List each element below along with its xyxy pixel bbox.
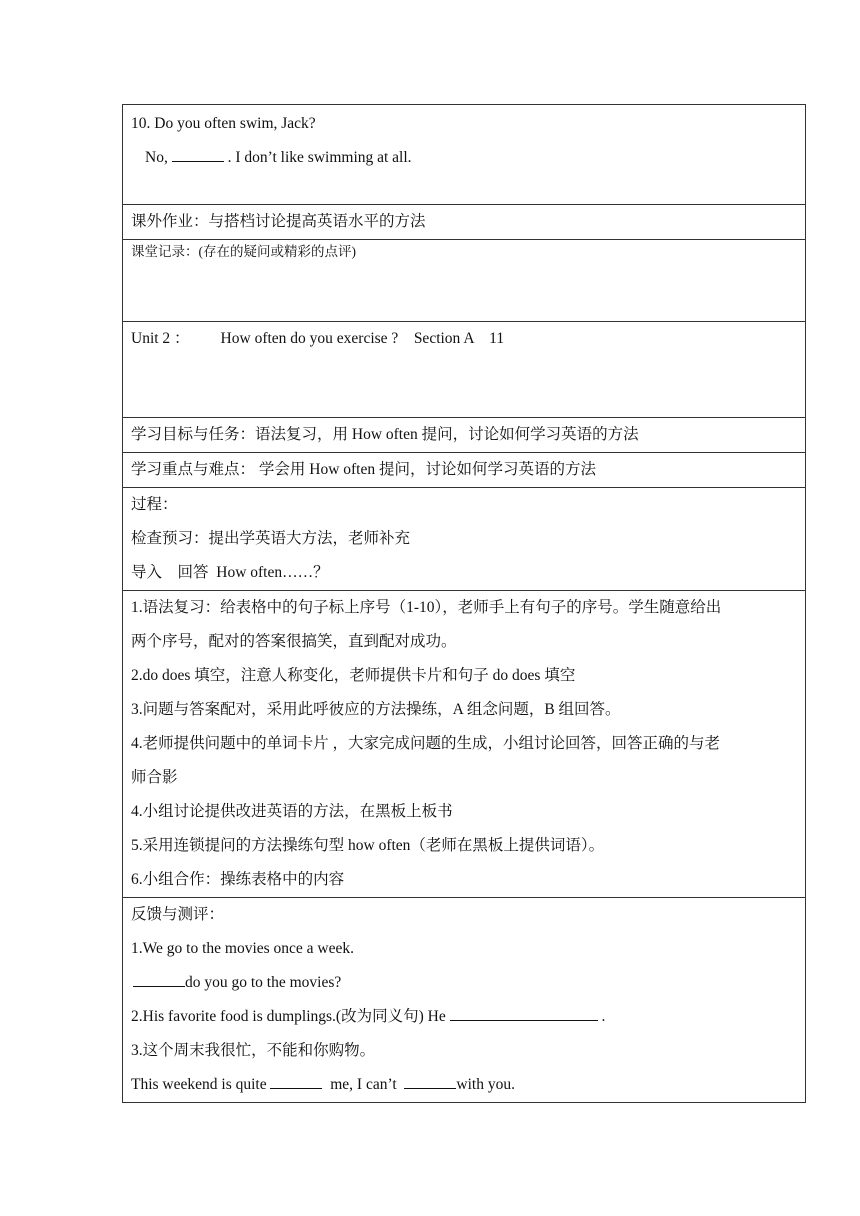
step-line: 4.老师提供问题中的单词卡片 ，大家完成问题的生成，小组讨论回答，回答正确的与老 (131, 735, 721, 752)
row-key-points (123, 453, 806, 488)
row-feedback (123, 898, 806, 1103)
row-question-10 (123, 105, 806, 205)
unit-title-text: Unit 2 ： How often do you exercise ? Section A 11 (131, 330, 505, 347)
answer-prefix: No, (145, 149, 172, 166)
process-label: 过程： (131, 496, 178, 513)
class-notes-text: 课堂记录：(存在的疑问或精彩的点评) (131, 244, 356, 259)
homework-text: 课外作业：与搭档讨论提高英语水平的方法 (131, 213, 426, 230)
row-steps (123, 591, 806, 898)
step-line: 2.do does 填空，注意人称变化，老师提供卡片和句子 do does 填空 (131, 667, 576, 684)
lesson-plan-page (122, 104, 806, 1103)
row-homework (123, 205, 806, 240)
feedback-item-3: 3.这个周末我很忙，不能和你购物。 (131, 1042, 376, 1059)
feedback-label: 反馈与测评： (131, 906, 225, 923)
blank (270, 1087, 322, 1089)
answer-blank (172, 160, 224, 162)
key-points-text: 学习重点与难点： 学会用 How often 提问，讨论如何学习英语的方法 (131, 461, 596, 478)
goals-text: 学习目标与任务：语法复习，用 How often 提问，讨论如何学习英语的方法 (131, 426, 639, 443)
step-line: 4.小组讨论提供改进英语的方法，在黑板上板书 (131, 803, 453, 820)
step-line: 1.语法复习：给表格中的句子标上序号（1-10），老师手上有句子的序号。学生随意给出 (131, 599, 722, 616)
step-line: 5.采用连锁提问的方法操练句型 how often（老师在黑板上提供词语）。 (131, 837, 605, 854)
process-preview: 检查预习：提出学英语大方法，老师补充 (131, 530, 411, 547)
feedback-item-3-english: This weekend is quite me, I can’t with you. (131, 1076, 515, 1093)
row-process (123, 488, 806, 591)
step-line: 6.小组合作：操练表格中的内容 (131, 871, 345, 888)
row-class-notes (123, 240, 806, 322)
feedback-item-1: 1.We go to the movies once a week. (131, 940, 355, 957)
step-line: 3.问题与答案配对，采用此呼彼应的方法操练，A 组念问题，B 组回答。 (131, 701, 621, 718)
blank (404, 1087, 456, 1089)
feedback-item-2: 2.His favorite food is dumplings.(改为同义句) He . (131, 1008, 606, 1025)
lesson-plan-table (122, 104, 806, 1103)
blank (133, 985, 185, 987)
step-line: 师合影 (131, 769, 178, 786)
question-10-text: 10. Do you often swim, Jack? (131, 115, 316, 132)
row-unit-title (123, 322, 806, 418)
blank (450, 1019, 598, 1021)
answer-suffix: . I don’t like swimming at all. (223, 149, 412, 166)
question-10-answer (131, 141, 797, 175)
feedback-item-1-answer: do you go to the movies? (131, 966, 797, 1000)
process-intro: 导入 回答 How often……？ (131, 564, 329, 581)
step-line: 两个序号，配对的答案很搞笑，直到配对成功。 (131, 633, 457, 650)
row-goals (123, 418, 806, 453)
